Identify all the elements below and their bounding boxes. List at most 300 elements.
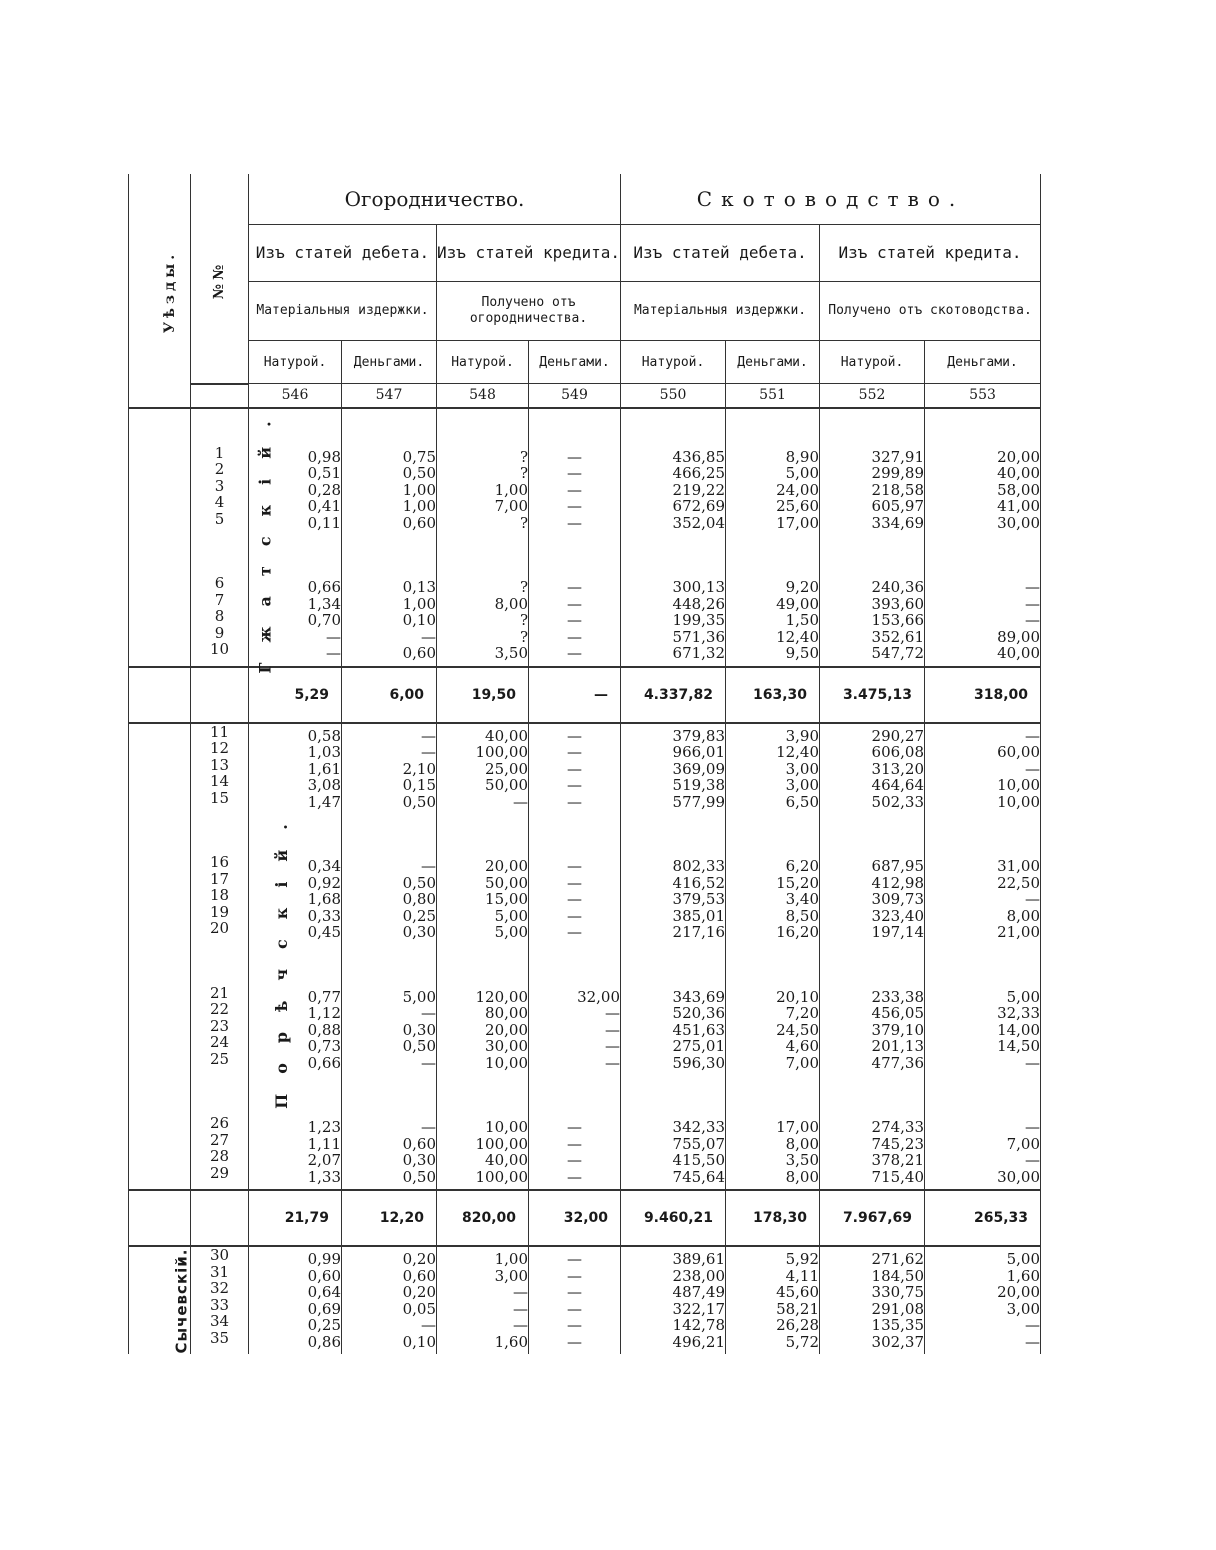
cell-value: 9,50 xyxy=(785,644,820,662)
cell-value: 0,60 xyxy=(402,1266,436,1285)
header-dengami: Деньгами. xyxy=(342,341,437,384)
cell-value: 0,34 xyxy=(307,857,341,875)
table-row xyxy=(129,723,1041,815)
value-cell xyxy=(820,408,925,536)
uezd-name xyxy=(129,1246,191,1354)
cell-value: 330,75 xyxy=(871,1283,925,1301)
cell-value: 520,36 xyxy=(672,1004,726,1022)
cell-value: — xyxy=(605,1053,621,1072)
row-number: 20 xyxy=(209,919,230,937)
cell-value: 436,85 xyxy=(672,447,726,466)
value-cell xyxy=(529,723,621,815)
cell-value: — xyxy=(567,1283,583,1301)
row-number: 29 xyxy=(209,1163,230,1182)
cell-value: 451,63 xyxy=(672,1020,726,1039)
table-row xyxy=(129,408,1041,536)
header-poluch-skot: Получено отъ скотоводства. xyxy=(820,282,1041,341)
header-dengami: Деньгами. xyxy=(529,341,621,384)
cell-value: 379,53 xyxy=(672,890,726,908)
cell-value: 32,00 xyxy=(577,987,621,1006)
cell-value: — xyxy=(1025,1332,1041,1351)
cell-value: 313,20 xyxy=(871,759,925,778)
cell-value: 219,22 xyxy=(672,480,726,499)
value-cell xyxy=(342,723,437,815)
cell-value: 14,50 xyxy=(997,1037,1041,1055)
cell-value: 100,00 xyxy=(475,743,528,761)
row-numbers xyxy=(191,535,249,667)
cell-value: 352,04 xyxy=(672,513,726,532)
value-cell xyxy=(925,814,1041,945)
cell-value: 14,00 xyxy=(997,1020,1041,1039)
cell-value: 0,50 xyxy=(402,873,436,892)
header-ogorod-title: Огородничество. xyxy=(249,174,621,225)
value-cell xyxy=(529,814,621,945)
table-row xyxy=(129,1075,1041,1190)
value-cell xyxy=(437,945,529,1076)
cell-value: 58,00 xyxy=(997,480,1041,499)
value-cell xyxy=(925,1246,1041,1354)
cell-value: 25,00 xyxy=(485,759,528,778)
header-nn: №№ xyxy=(191,174,249,384)
row-number: 11 xyxy=(209,722,230,741)
uezd-name-label: Сычевскій. xyxy=(172,1248,191,1354)
cell-value: 755,07 xyxy=(672,1134,726,1153)
header-skot-kredit: Изъ статей кредита. xyxy=(820,225,1041,282)
cell-value: — xyxy=(567,1266,583,1285)
cell-value: — xyxy=(605,1004,621,1022)
cell-value: 8,50 xyxy=(785,906,820,925)
cell-value: 9,20 xyxy=(785,578,820,596)
row-number: 12 xyxy=(209,739,230,757)
cell-value: 290,27 xyxy=(871,726,925,745)
cell-value: 299,89 xyxy=(871,464,925,482)
cell-value: 5,92 xyxy=(785,1250,820,1268)
cell-value: 238,00 xyxy=(672,1266,726,1285)
cell-value: 0,30 xyxy=(402,923,436,941)
cell-value: — xyxy=(421,726,436,745)
cell-value: 0,30 xyxy=(402,1020,436,1039)
cell-value: 6,50 xyxy=(785,792,820,811)
row-number: 10 xyxy=(209,640,230,658)
row-numbers xyxy=(191,1075,249,1190)
cell-value: — xyxy=(567,1134,583,1153)
cell-value: 1,00 xyxy=(494,480,528,499)
cell-value: — xyxy=(1025,890,1041,908)
cell-value: 199,35 xyxy=(672,611,726,629)
header-nn-blank xyxy=(191,384,249,408)
cell-value: 1,33 xyxy=(307,1167,341,1186)
cell-value: — xyxy=(605,1020,621,1039)
cell-value: 352,61 xyxy=(871,627,925,646)
cell-value: — xyxy=(567,1167,583,1186)
column-number: 547 xyxy=(342,384,437,408)
cell-value: — xyxy=(567,873,583,892)
cell-value: — xyxy=(513,792,528,811)
cell-value: — xyxy=(567,513,583,532)
row-number: 33 xyxy=(209,1295,230,1314)
row-number: 1 xyxy=(214,443,225,462)
value-cell xyxy=(925,1075,1041,1190)
cell-value: 5,00 xyxy=(402,987,436,1006)
value-cell xyxy=(249,1246,342,1354)
cell-value: ? xyxy=(519,578,528,596)
cell-value: 0,60 xyxy=(402,513,436,532)
cell-value: 4,60 xyxy=(785,1037,820,1055)
cell-value: 10,00 xyxy=(997,776,1041,794)
total-value: 19,50 xyxy=(437,667,529,723)
row-number: 2 xyxy=(214,460,225,478)
cell-value: 3,00 xyxy=(494,1266,528,1285)
cell-value: 0,25 xyxy=(402,906,436,925)
cell-value: — xyxy=(421,857,436,875)
cell-value: 300,13 xyxy=(672,578,726,596)
cell-value: 502,33 xyxy=(871,792,925,811)
cell-value: — xyxy=(567,1332,583,1351)
cell-value: 323,40 xyxy=(871,906,925,925)
total-value: 820,00 xyxy=(437,1190,529,1246)
row-number: 21 xyxy=(209,983,230,1002)
cell-value: 50,00 xyxy=(485,873,528,892)
cell-value: 15,20 xyxy=(776,873,820,892)
value-cell xyxy=(342,1075,437,1190)
cell-value: 24,00 xyxy=(776,480,820,499)
table-row xyxy=(129,945,1041,1076)
cell-value: — xyxy=(567,906,583,925)
cell-value: — xyxy=(567,480,583,499)
cell-value: 2,10 xyxy=(402,759,436,778)
cell-value: 672,69 xyxy=(672,497,726,515)
row-number: 3 xyxy=(214,476,225,495)
value-cell xyxy=(342,1246,437,1354)
cell-value: 519,38 xyxy=(672,776,726,794)
cell-value: — xyxy=(567,726,583,745)
cell-value: 0,64 xyxy=(307,1283,341,1301)
cell-value: 389,61 xyxy=(672,1250,726,1268)
cell-value: 745,64 xyxy=(672,1167,726,1186)
column-number: 548 xyxy=(437,384,529,408)
cell-value: 15,00 xyxy=(485,890,528,908)
value-cell xyxy=(249,1075,342,1190)
cell-value: 40,00 xyxy=(997,644,1041,662)
cell-value: — xyxy=(567,1118,583,1136)
cell-value: 100,00 xyxy=(475,1134,528,1153)
cell-value: — xyxy=(1025,726,1041,745)
cell-value: 24,50 xyxy=(776,1020,820,1039)
header-naturoi: Натурой. xyxy=(820,341,925,384)
cell-value: 5,00 xyxy=(785,464,820,482)
header-skot-mat-izd: Матеріальныя издержки. xyxy=(621,282,820,341)
cell-value: 10,00 xyxy=(997,792,1041,811)
row-number: 17 xyxy=(209,869,230,888)
cell-value: 3,50 xyxy=(785,1151,820,1169)
cell-value: 5,00 xyxy=(1006,1250,1041,1268)
value-cell xyxy=(925,408,1041,536)
value-cell xyxy=(249,945,342,1076)
totals-row xyxy=(129,667,1041,723)
total-value: 178,30 xyxy=(726,1190,820,1246)
cell-value: 201,13 xyxy=(871,1037,925,1055)
cell-value: 0,50 xyxy=(402,464,436,482)
cell-value: 274,33 xyxy=(871,1118,925,1136)
row-number: 34 xyxy=(209,1312,230,1330)
cell-value: 3,50 xyxy=(494,644,528,662)
row-numbers xyxy=(191,814,249,945)
cell-value: — xyxy=(567,611,583,629)
cell-value: — xyxy=(567,776,583,794)
cell-value: 0,30 xyxy=(402,1151,436,1169)
value-cell xyxy=(726,945,820,1076)
value-cell xyxy=(726,1246,820,1354)
value-cell xyxy=(437,1075,529,1190)
cell-value: 745,23 xyxy=(871,1134,925,1153)
cell-value: 89,00 xyxy=(997,627,1041,646)
cell-value: — xyxy=(1025,759,1041,778)
cell-value: 0,51 xyxy=(307,464,341,482)
uezd-name-label: Гжатскій. xyxy=(255,400,275,674)
cell-value: 1,60 xyxy=(494,1332,528,1351)
column-number: 550 xyxy=(621,384,726,408)
value-cell xyxy=(925,945,1041,1076)
value-cell xyxy=(621,535,726,667)
cell-value: 8,00 xyxy=(494,594,528,613)
cell-value: 415,50 xyxy=(672,1151,726,1169)
cell-value: 197,14 xyxy=(871,923,925,941)
table-row xyxy=(129,1246,1041,1354)
cell-value: 40,00 xyxy=(997,464,1041,482)
cell-value: 20,00 xyxy=(997,447,1041,466)
row-numbers xyxy=(191,945,249,1076)
cell-value: 0,60 xyxy=(402,1134,436,1153)
cell-value: 966,01 xyxy=(672,743,726,761)
cell-value: — xyxy=(513,1283,528,1301)
cell-value: 10,00 xyxy=(485,1118,528,1136)
cell-value: 0,66 xyxy=(307,578,341,596)
cell-value: 0,50 xyxy=(402,1167,436,1186)
cell-value: 456,05 xyxy=(871,1004,925,1022)
table-row xyxy=(129,814,1041,945)
total-value: 318,00 xyxy=(925,667,1041,723)
value-cell xyxy=(621,723,726,815)
cell-value: 21,00 xyxy=(997,923,1041,941)
cell-value: 309,73 xyxy=(871,890,925,908)
cell-value: 1,12 xyxy=(307,1004,341,1022)
cell-value: 31,00 xyxy=(997,857,1041,875)
header-ogorod-debet: Изъ статей дебета. xyxy=(249,225,437,282)
row-number: 18 xyxy=(209,886,230,904)
value-cell xyxy=(529,1246,621,1354)
cell-value: 5,00 xyxy=(1006,987,1041,1006)
cell-value: 5,00 xyxy=(494,923,528,941)
cell-value: 32,33 xyxy=(997,1004,1041,1022)
header-poluch-ogorod: Получено отъ огородничества. xyxy=(437,282,621,341)
cell-value: 0,66 xyxy=(307,1053,341,1072)
cell-value: 217,16 xyxy=(672,923,726,941)
cell-value: 17,00 xyxy=(776,1118,820,1136)
total-value: 265,33 xyxy=(925,1190,1041,1246)
cell-value: — xyxy=(567,759,583,778)
value-cell xyxy=(820,535,925,667)
cell-value: 0,41 xyxy=(307,497,341,515)
cell-value: 8,00 xyxy=(785,1134,820,1153)
cell-value: 0,75 xyxy=(402,447,436,466)
cell-value: 3,00 xyxy=(785,776,820,794)
cell-value: 487,49 xyxy=(672,1283,726,1301)
cell-value: 3,40 xyxy=(785,890,820,908)
cell-value: — xyxy=(567,1299,583,1318)
cell-value: 41,00 xyxy=(997,497,1041,515)
cell-value: 0,88 xyxy=(307,1020,341,1039)
total-value: 9.460,21 xyxy=(621,1190,726,1246)
value-cell xyxy=(621,945,726,1076)
cell-value: — xyxy=(1025,1118,1041,1136)
cell-value: 100,00 xyxy=(475,1167,528,1186)
cell-value: 1,00 xyxy=(402,497,436,515)
cell-value: 1,23 xyxy=(307,1118,341,1136)
cell-value: 291,08 xyxy=(871,1299,925,1318)
header-dengami: Деньгами. xyxy=(726,341,820,384)
cell-value: — xyxy=(567,743,583,761)
value-cell xyxy=(342,945,437,1076)
cell-value: — xyxy=(326,644,341,662)
cell-value: 60,00 xyxy=(997,743,1041,761)
cell-value: 7,20 xyxy=(785,1004,820,1022)
value-cell xyxy=(820,723,925,815)
cell-value: — xyxy=(1025,578,1041,596)
cell-value: 30,00 xyxy=(485,1037,528,1055)
cell-value: 233,38 xyxy=(871,987,925,1006)
row-number: 5 xyxy=(214,509,225,528)
cell-value: 5,00 xyxy=(494,906,528,925)
cell-value: 3,08 xyxy=(307,776,341,794)
totals-blank xyxy=(129,667,191,723)
cell-value: 16,20 xyxy=(776,923,820,941)
cell-value: — xyxy=(567,1316,583,1334)
cell-value: 1,60 xyxy=(1006,1266,1041,1285)
total-value: 12,20 xyxy=(342,1190,437,1246)
cell-value: 218,58 xyxy=(871,480,925,499)
cell-value: — xyxy=(567,464,583,482)
header-skot-debet: Изъ статей дебета. xyxy=(621,225,820,282)
value-cell xyxy=(342,408,437,536)
row-number: 13 xyxy=(209,755,230,774)
value-cell xyxy=(621,1075,726,1190)
value-cell xyxy=(820,1246,925,1354)
row-numbers xyxy=(191,1246,249,1354)
cell-value: 1,03 xyxy=(307,743,341,761)
cell-value: 0,60 xyxy=(402,644,436,662)
cell-value: 271,62 xyxy=(871,1250,925,1268)
header-naturoi: Натурой. xyxy=(249,341,342,384)
cell-value: 0,69 xyxy=(307,1299,341,1318)
cell-value: 0,20 xyxy=(402,1250,436,1268)
total-value: 5,29 xyxy=(249,667,342,723)
cell-value: ? xyxy=(519,611,528,629)
cell-value: 477,36 xyxy=(871,1053,925,1072)
cell-value: — xyxy=(1025,1053,1041,1072)
cell-value: 8,00 xyxy=(1006,906,1041,925)
cell-value: — xyxy=(567,923,583,941)
value-cell xyxy=(621,814,726,945)
row-numbers xyxy=(191,723,249,815)
table-body xyxy=(129,400,1041,1355)
cell-value: 0,60 xyxy=(307,1266,341,1285)
cell-value: — xyxy=(567,1250,583,1268)
value-cell xyxy=(529,1075,621,1190)
cell-value: 20,00 xyxy=(997,1283,1041,1301)
row-number: 31 xyxy=(209,1262,230,1281)
totals-row xyxy=(129,1190,1041,1246)
value-cell xyxy=(925,535,1041,667)
value-cell xyxy=(437,535,529,667)
row-number: 7 xyxy=(214,590,225,609)
cell-value: 0,77 xyxy=(307,987,341,1006)
value-cell xyxy=(437,814,529,945)
cell-value: 240,36 xyxy=(871,578,925,596)
total-value: — xyxy=(529,667,621,723)
value-cell xyxy=(342,535,437,667)
header-skot-title: Скотоводство. xyxy=(621,174,1041,225)
cell-value: 0,10 xyxy=(402,1332,436,1351)
cell-value: 17,00 xyxy=(776,513,820,532)
cell-value: 1,47 xyxy=(307,792,341,811)
cell-value: 135,35 xyxy=(871,1316,925,1334)
cell-value: 7,00 xyxy=(1006,1134,1041,1153)
total-value: 21,79 xyxy=(249,1190,342,1246)
header-dengami: Деньгами. xyxy=(925,341,1041,384)
cell-value: 596,30 xyxy=(672,1053,726,1072)
header-naturoi: Натурой. xyxy=(621,341,726,384)
total-value: 7.967,69 xyxy=(820,1190,925,1246)
row-number: 4 xyxy=(214,493,225,511)
column-number: 551 xyxy=(726,384,820,408)
value-cell xyxy=(925,723,1041,815)
column-number: 552 xyxy=(820,384,925,408)
cell-value: 22,50 xyxy=(997,873,1041,892)
cell-value: 0,73 xyxy=(307,1037,341,1055)
cell-value: ? xyxy=(519,447,528,466)
cell-value: 20,00 xyxy=(485,1020,528,1039)
uezd-name-label: Порѣчскій. xyxy=(271,803,291,1109)
cell-value: 80,00 xyxy=(485,1004,528,1022)
cell-value: 3,90 xyxy=(785,726,820,745)
cell-value: 10,00 xyxy=(485,1053,528,1072)
cell-value: — xyxy=(1025,594,1041,613)
cell-value: 327,91 xyxy=(871,447,925,466)
cell-value: 58,21 xyxy=(776,1299,820,1318)
value-cell xyxy=(820,814,925,945)
cell-value: 20,00 xyxy=(485,857,528,875)
cell-value: 1,00 xyxy=(402,480,436,499)
cell-value: 1,11 xyxy=(307,1134,341,1153)
cell-value: 0,05 xyxy=(402,1299,436,1318)
cell-value: ? xyxy=(519,464,528,482)
value-cell xyxy=(726,814,820,945)
cell-value: — xyxy=(567,447,583,466)
cell-value: — xyxy=(421,743,436,761)
cell-value: 0,50 xyxy=(402,1037,436,1055)
value-cell xyxy=(726,535,820,667)
cell-value: 547,72 xyxy=(871,644,925,662)
row-number: 25 xyxy=(209,1049,230,1068)
cell-value: 4,11 xyxy=(785,1266,820,1285)
value-cell xyxy=(437,723,529,815)
row-number: 26 xyxy=(209,1114,230,1132)
cell-value: 605,97 xyxy=(871,497,925,515)
row-number: 15 xyxy=(209,788,230,807)
total-value: 32,00 xyxy=(529,1190,621,1246)
cell-value: 0,20 xyxy=(402,1283,436,1301)
header-ogorod-kredit: Изъ статей кредита. xyxy=(437,225,621,282)
